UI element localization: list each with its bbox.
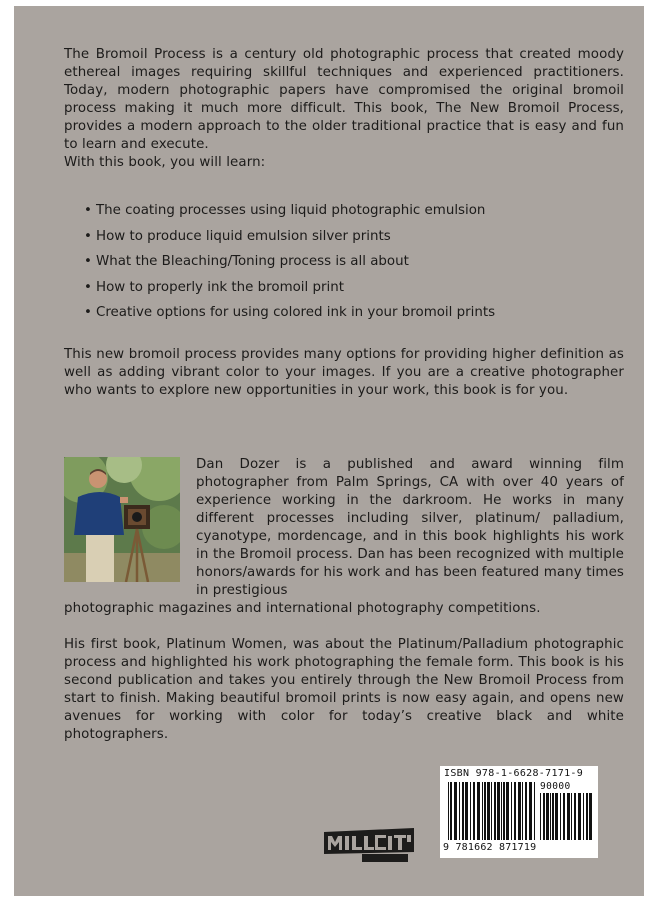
list-item-text: What the Bleaching/Toning process is all about — [96, 254, 409, 269]
barcode-bar — [578, 793, 581, 840]
list-item — [84, 228, 624, 254]
barcode-bar — [477, 782, 480, 840]
bullet-icon: • — [84, 279, 92, 295]
barcode-bar — [511, 782, 512, 840]
barcode-bar — [454, 782, 457, 840]
bullet-icon: • — [84, 305, 92, 320]
barcode-bar — [514, 782, 516, 840]
barcode-bar — [583, 793, 584, 840]
barcode-bar — [529, 782, 532, 840]
barcode-bar — [487, 782, 490, 840]
publisher-logo — [322, 824, 418, 864]
barcode-bar — [563, 793, 565, 840]
ean-digits: 9 781662 871719 — [443, 842, 537, 853]
isbn-label: ISBN 978-1-6628-7171-9 — [444, 768, 584, 779]
list-item — [84, 304, 624, 330]
learn-list — [84, 202, 624, 330]
barcode-bar — [494, 782, 496, 840]
barcode-bar — [546, 793, 549, 840]
list-item-text: The coating processes using liquid photographic emulsion — [96, 203, 486, 218]
barcode-bar — [550, 793, 551, 840]
author-photo — [64, 457, 180, 582]
list-item-text: Creative options for using colored ink in your bromoil prints — [96, 305, 496, 320]
options-paragraph: This new bromoil process provides many options for providing higher definition as well as adding vibrant color to your images. If you are a creative photographer who wants to explore new opportunities in your work, this book is for you. — [64, 347, 624, 398]
barcode-bar — [574, 793, 576, 840]
price-addon-number: 90000 — [540, 781, 571, 792]
barcode-bar — [473, 782, 475, 840]
list-item — [84, 253, 624, 279]
bullet-icon: • — [84, 203, 92, 218]
barcode-bar — [518, 782, 521, 840]
barcode-bar — [501, 782, 502, 840]
barcode-bar — [586, 793, 588, 840]
list-item-text: How to produce liquid emulsion silver prints — [96, 228, 391, 244]
barcode-bar — [506, 782, 509, 840]
first-book-paragraph: His first book, Platinum Women, was about the Platinum/Palladium photographic process and highlighted his work photographing the female form. This book is his second publication and takes you entirely through the New Bromoil Process from start to finish. Making beautiful bromoil prints is now easy again, and opens new avenues for working with color for today’s creative black and white photographers. — [64, 637, 624, 742]
bullet-icon: • — [84, 228, 92, 244]
barcode-bar — [482, 782, 483, 840]
bullet-icon: • — [84, 254, 92, 269]
list-item — [84, 279, 624, 305]
list-item-text: How to properly ink the bromoil print — [96, 279, 344, 295]
barcode-bar — [448, 782, 449, 840]
author-photo-illustration — [64, 457, 180, 582]
mill-city-press-logo — [322, 824, 418, 864]
barcode-bar — [465, 782, 468, 840]
barcode-bar — [491, 782, 492, 840]
barcode-bar — [534, 782, 535, 840]
barcode-bar — [567, 793, 570, 840]
barcode-bar — [462, 782, 464, 840]
isbn-barcode — [440, 766, 598, 858]
barcode-bar — [450, 782, 452, 840]
barcode-bar — [484, 782, 486, 840]
author-bio: Dan Dozer is a published and award winning film photographer from Palm Springs, CA with over 40 years of experience working in the darkroom. He works in many different processes including silver, platinum/ palladium, cyanotype, mordencage, and in this book highlights his work in the Bromoil process. Dan has been recognized with multiple honors/awards for his work and has been featured many times in prestigious — [196, 457, 624, 598]
barcode-bar — [543, 793, 545, 840]
barcode-bar — [525, 782, 527, 840]
barcode-bar — [589, 793, 592, 840]
intro-text: The Bromoil Process is a century old photographic process that created moody ethereal images requiring skillful techniques and experienced practitioners. Today, modern photographic papers have compromised the original bromoil process making it much more difficult. This book, The New Bromoil Process, provides a modern approach to the older traditional practice that is easy and fun to learn and execute. — [64, 47, 624, 152]
barcode-bar — [522, 782, 523, 840]
barcode-bar — [555, 793, 558, 840]
list-item — [84, 202, 624, 228]
barcode-bar — [552, 793, 554, 840]
barcode-bar — [503, 782, 505, 840]
back-cover — [14, 6, 644, 896]
barcode-bar — [571, 793, 572, 840]
barcode-bar — [560, 793, 561, 840]
author-bio-continued: photographic magazines and international photography competitions. — [64, 601, 541, 616]
barcode-bar — [540, 793, 541, 840]
barcode-bar — [459, 782, 460, 840]
barcode-bar — [470, 782, 471, 840]
learn-heading: With this book, you will learn: — [64, 155, 266, 170]
barcode-bar — [497, 782, 500, 840]
intro-paragraph — [64, 46, 624, 172]
